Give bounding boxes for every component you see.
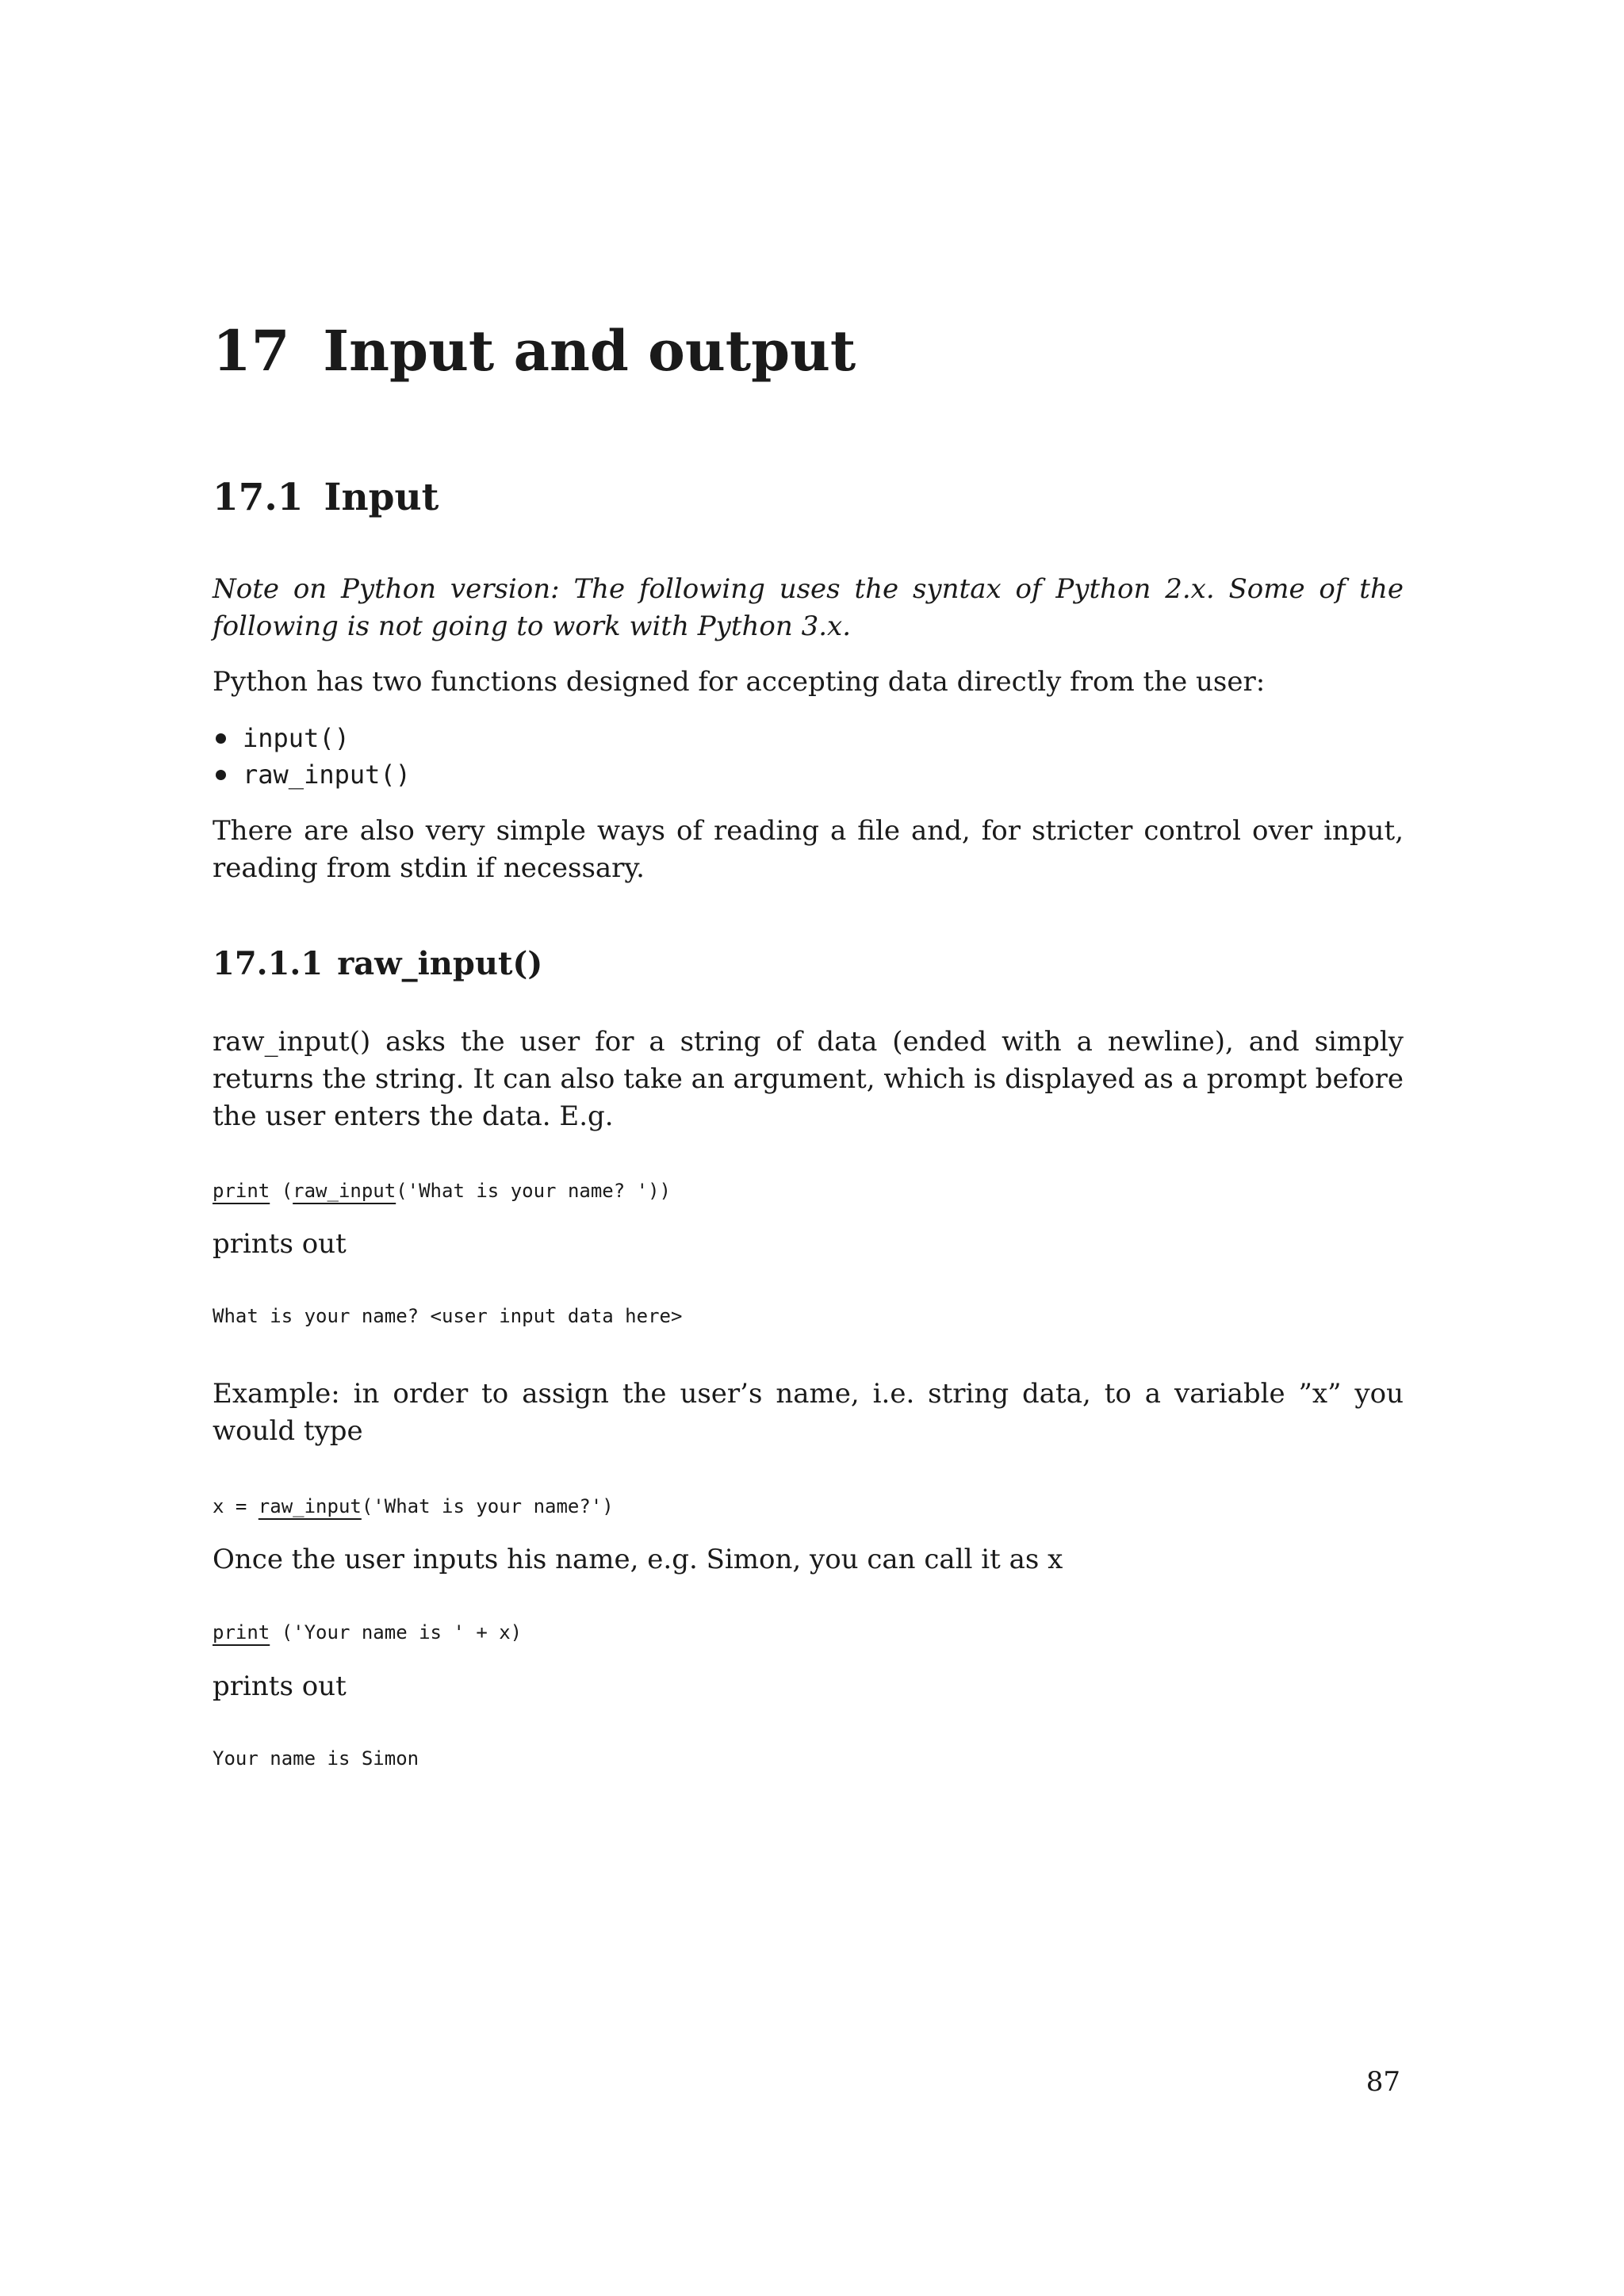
chapter-title — [213, 318, 856, 384]
code-function: raw_input — [293, 1180, 396, 1202]
code-block-assign: x = raw_input('What is your name?') — [213, 1495, 614, 1517]
code-output-name: Your name is Simon — [213, 1747, 419, 1770]
list-item — [213, 720, 411, 756]
chapter-number: 17 — [213, 318, 290, 384]
intro-paragraph: Python has two functions designed for accepting data directly from the user: — [213, 666, 1266, 698]
code-function: raw_input — [258, 1495, 362, 1517]
page-number: 87 — [1365, 2066, 1400, 2098]
function-list — [213, 720, 411, 793]
code-block-print-prompt: print (raw_input('What is your name? ')) — [213, 1180, 671, 1202]
code-output-prompt: What is your name? <user input data here> — [213, 1305, 683, 1327]
file-reading-paragraph: There are also very simple ways of reading a file and, for stricter control over input, reading from stdin if necessary. — [213, 815, 1404, 884]
code-block-print-name: print ('Your name is ' + x) — [213, 1621, 523, 1644]
prints-out-label: prints out — [213, 1228, 347, 1260]
chapter-title-text: Input and output — [323, 318, 856, 384]
subsection-title-text: raw_input() — [337, 945, 543, 982]
subsection-title — [213, 945, 543, 982]
section-number: 17.1 — [213, 476, 304, 519]
function-name: raw_input() — [243, 760, 411, 790]
function-name: input() — [243, 723, 350, 753]
list-item — [213, 756, 411, 793]
subsection-number: 17.1.1 — [213, 945, 324, 982]
example-paragraph: Example: in order to assign the user’s name, i.e. string data, to a variable ”x” you would type — [213, 1378, 1404, 1447]
prints-out-label: prints out — [213, 1670, 347, 1702]
code-keyword: print — [213, 1180, 270, 1202]
section-title-text: Input — [324, 476, 439, 519]
code-keyword: print — [213, 1621, 270, 1644]
section-title — [213, 476, 439, 519]
python-version-note: Note on Python version: The following uses the syntax of Python 2.x. Some of the following is not going to work with Python 3.x. — [213, 573, 1404, 642]
once-paragraph: Once the user inputs his name, e.g. Simon, you can call it as x — [213, 1544, 1063, 1575]
raw-input-description: raw_input() asks the user for a string of data (ended with a newline), and simply returns the string. It can also take an argument, which is displayed as a prompt before the user enters the data. E.g. — [213, 1026, 1404, 1132]
